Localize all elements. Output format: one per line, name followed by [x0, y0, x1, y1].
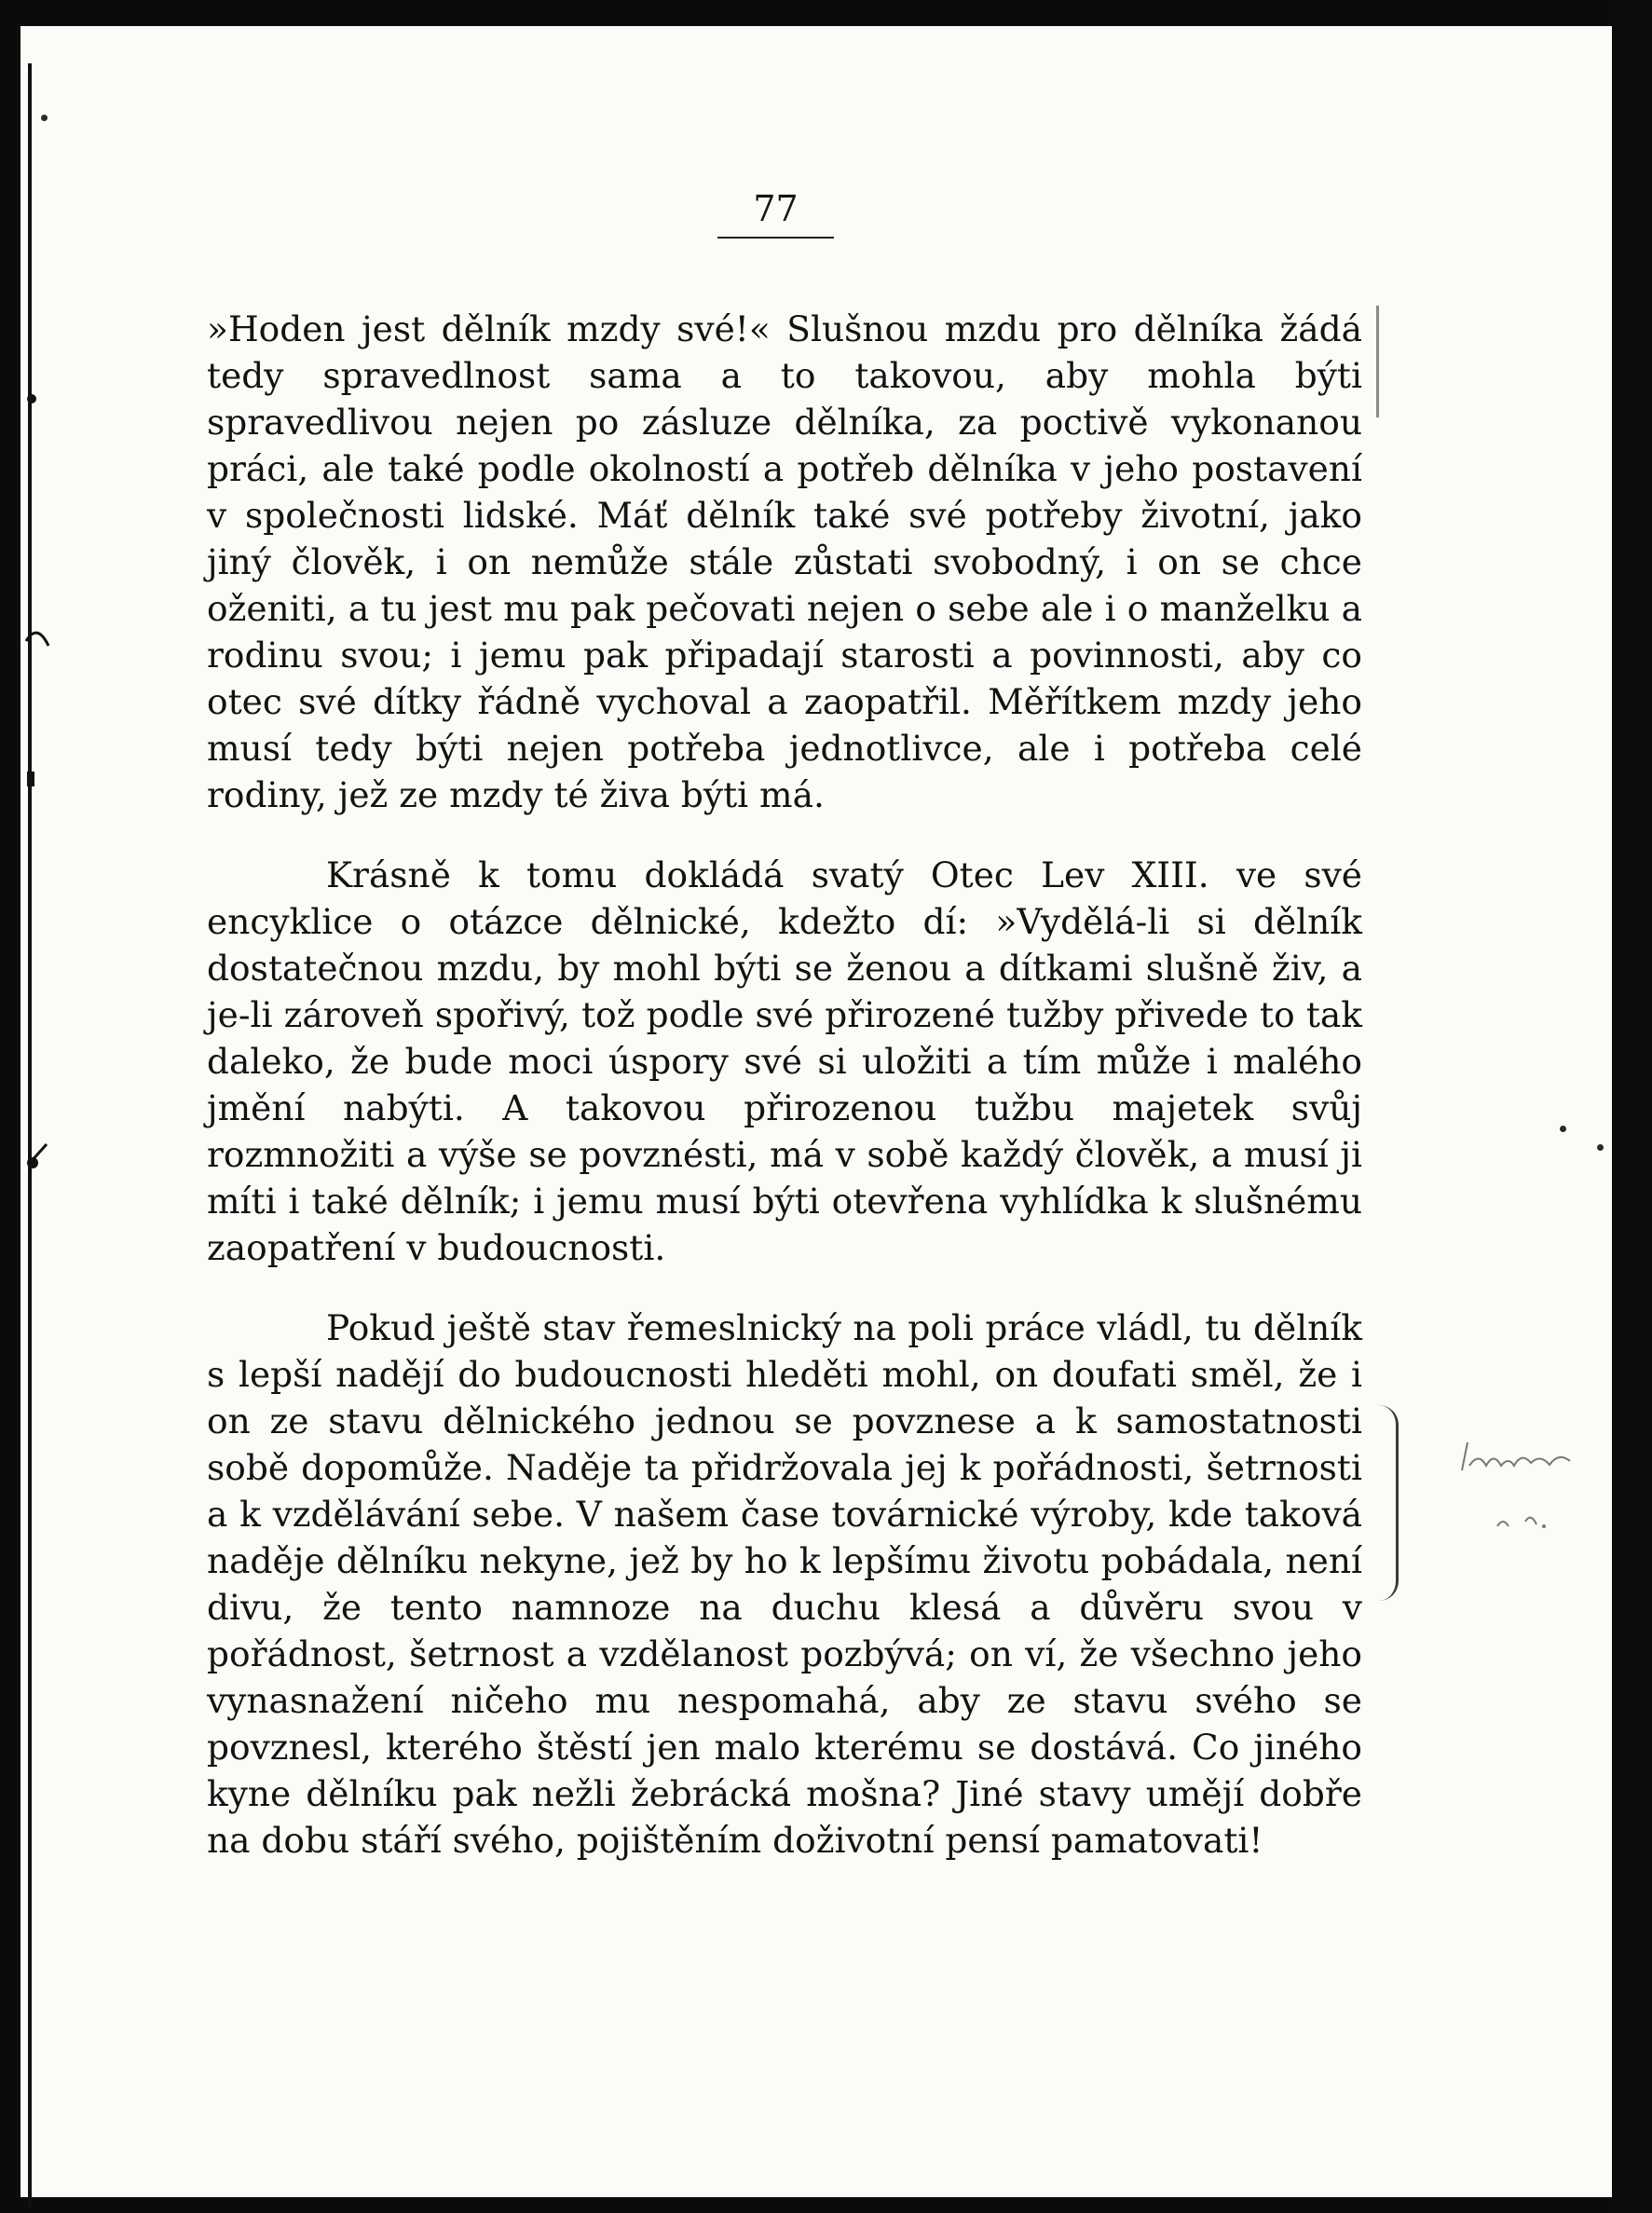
scan-dark-edge — [1612, 0, 1652, 2213]
margin-rule — [1376, 306, 1379, 417]
ink-speck — [1560, 1126, 1566, 1132]
body-text — [207, 306, 1362, 1897]
ink-speck — [41, 115, 48, 121]
paragraph-3: Pokud ještě stav řemeslnický na poli práce vládl, tu dělník s lepší nadějí do budoucnosti hleděti mohl, on doufati směl, že i on ze stavu dělnického jednou se povznese a k samostatnosti sobě dopomůže. Naděje ta přidržovala jej k pořádnosti, šetrnosti a k vzdělávání sebe. V našem čase továrnické výroby, kde taková naděje dělníku nekyne, jež by ho k lepšímu životu pobádala, není divu, že tento namnoze na duchu klesá a důvěru svou v pořádnost, šetrnost a vzdělanost pozbývá; on ví, že všechno jeho vynasnažení ničeho mu nespomahá, aby ze stavu svého se povznesl, kterého štěstí jen malo kterému se dostává. Co jiného kyne dělníku pak nežli žebrácká mošna? Jiné stavy umějí dobře na dobu stáří svého, pojištěním doživotní pensí pamatovati! — [207, 1307, 1362, 1861]
handwritten-margin-note — [1460, 1424, 1591, 1564]
paragraph-1: »Hoden jest dělník mzdy své!« Slušnou mzdu pro dělníka žádá tedy spravedlnost sama a to takovou, aby mohla býti spravedlivou nejen po zásluze dělníka, za poctivě vykonanou práci, ale také podle okolností a potřeb dělníka v jeho postavení v společnosti lidské. Máť dělník také své potřeby životní, jako jiný člověk, i on nemůže stále zůstati svobodný, i on se chce oženiti, a tu jest mu pak pečovati nejen o sebe ale i o manželku a rodinu svou; i jemu pak připadají starosti a povinnosti, aby co otec své dítky řádně vychoval a zaopatřil. Měřítkem mzdy jeho musí tedy býti nejen potřeba jednotlivce, ale i potřeba celé rodiny, jež ze mzdy té živa býti má. — [207, 308, 1362, 815]
ink-speck — [1597, 1144, 1604, 1151]
paragraph-2: Krásně k tomu dokládá svatý Otec Lev XIII. ve své encyklice o otázce dělnické, kdežto dí: »Vydělá-li si dělník dostatečnou mzdu, by mohl býti se ženou a dítkami slušně živ, a je-li zároveň spořivý, tož podle své přirozené tužby přivede to tak daleko, že bude moci úspory své si uložiti a tím může i malého jmění nabýti. A takovou přirozenou tužbu majetek svůj rozmnožiti a výše se povznésti, má v sobě každý člověk, a musí ji míti i také dělník; i jemu musí býti otevřena vyhlídka k slušnému zaopatření v budoucnosti. — [207, 854, 1362, 1268]
book-page — [17, 26, 1612, 2197]
page-number: 77 — [717, 188, 834, 239]
binding-stitch-mark — [24, 63, 50, 2206]
margin-bracket-mark — [1379, 1405, 1399, 1601]
